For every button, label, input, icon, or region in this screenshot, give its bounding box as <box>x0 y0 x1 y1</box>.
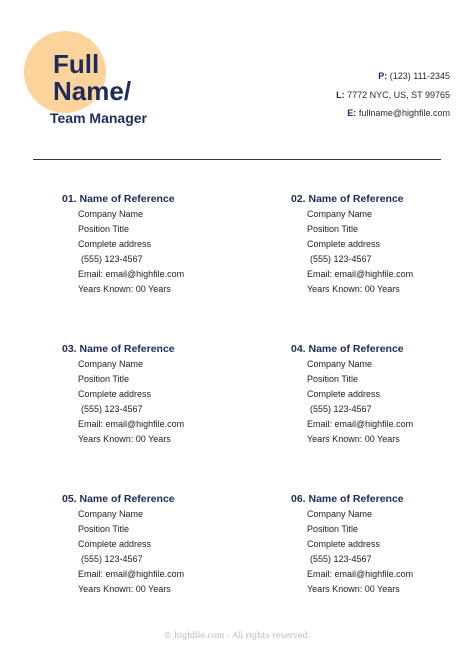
reference-phone: (555) 123-4567 <box>310 404 372 414</box>
reference-company: Company Name <box>307 209 373 219</box>
job-title: Team Manager <box>50 110 147 126</box>
reference-years: Years Known: 00 Years <box>78 434 171 444</box>
reference-phone: (555) 123-4567 <box>310 554 372 564</box>
reference-years: Years Known: 00 Years <box>78 584 171 594</box>
contact-location-value: 7772 NYC, US, ST 99765 <box>347 89 450 100</box>
reference-company: Company Name <box>78 509 144 519</box>
reference-address: Complete address <box>307 539 381 549</box>
reference-title: 05. Name of Reference <box>62 493 175 505</box>
contact-location <box>336 86 450 105</box>
reference-company: Company Name <box>307 359 373 369</box>
reference-email: Email: email@highfile.com <box>307 269 414 279</box>
reference-email: Email: email@highfile.com <box>78 419 185 429</box>
reference-company: Company Name <box>307 509 373 519</box>
reference-email: Email: email@highfile.com <box>307 569 414 579</box>
reference-position: Position Title <box>307 224 359 234</box>
contact-email <box>336 104 450 123</box>
name-line-1: Full <box>53 49 100 79</box>
reference-address: Complete address <box>307 389 381 399</box>
reference-title: 06. Name of Reference <box>291 493 404 505</box>
contact-phone-value: (123) 111-2345 <box>389 71 450 81</box>
reference-email: Email: email@highfile.com <box>307 419 414 429</box>
reference-title: 02. Name of Reference <box>291 193 404 205</box>
contact-email-label: E: <box>347 108 357 118</box>
contact-phone <box>336 67 450 86</box>
contact-location-label: L: <box>336 89 345 100</box>
reference-phone: (555) 123-4567 <box>310 254 372 264</box>
reference-phone: (555) 123-4567 <box>81 404 143 414</box>
reference-card <box>62 341 252 447</box>
contact-block <box>336 67 450 123</box>
reference-card <box>62 191 252 297</box>
reference-title: 01. Name of Reference <box>62 193 175 205</box>
reference-phone: (555) 123-4567 <box>81 254 143 264</box>
reference-position: Position Title <box>78 224 130 234</box>
reference-years: Years Known: 00 Years <box>307 584 400 594</box>
reference-address: Complete address <box>307 239 381 249</box>
reference-position: Position Title <box>307 374 359 384</box>
full-name-heading <box>53 51 131 105</box>
reference-position: Position Title <box>78 524 130 534</box>
reference-years: Years Known: 00 Years <box>307 284 400 294</box>
reference-email: Email: email@highfile.com <box>78 569 185 579</box>
reference-address: Complete address <box>78 389 152 399</box>
header-divider <box>33 159 441 160</box>
reference-address: Complete address <box>78 539 152 549</box>
reference-phone: (555) 123-4567 <box>81 554 143 564</box>
contact-email-value: fullname@highfile.com <box>358 108 450 118</box>
reference-address: Complete address <box>78 239 152 249</box>
reference-years: Years Known: 00 Years <box>307 434 400 444</box>
reference-company: Company Name <box>78 359 144 369</box>
reference-title: 03. Name of Reference <box>62 343 175 355</box>
reference-card <box>291 341 474 447</box>
reference-company: Company Name <box>78 209 144 219</box>
reference-card <box>62 491 252 597</box>
reference-title: 04. Name of Reference <box>291 343 404 355</box>
reference-years: Years Known: 00 Years <box>78 284 171 294</box>
contact-phone-label: P: <box>378 71 388 81</box>
footer-copyright: © highfile.com - All rights reserved. <box>163 631 311 640</box>
reference-card <box>291 491 474 597</box>
reference-position: Position Title <box>307 524 359 534</box>
name-line-2: Name/ <box>53 76 132 106</box>
reference-card <box>291 191 474 297</box>
reference-email: Email: email@highfile.com <box>78 269 185 279</box>
reference-position: Position Title <box>78 374 130 384</box>
